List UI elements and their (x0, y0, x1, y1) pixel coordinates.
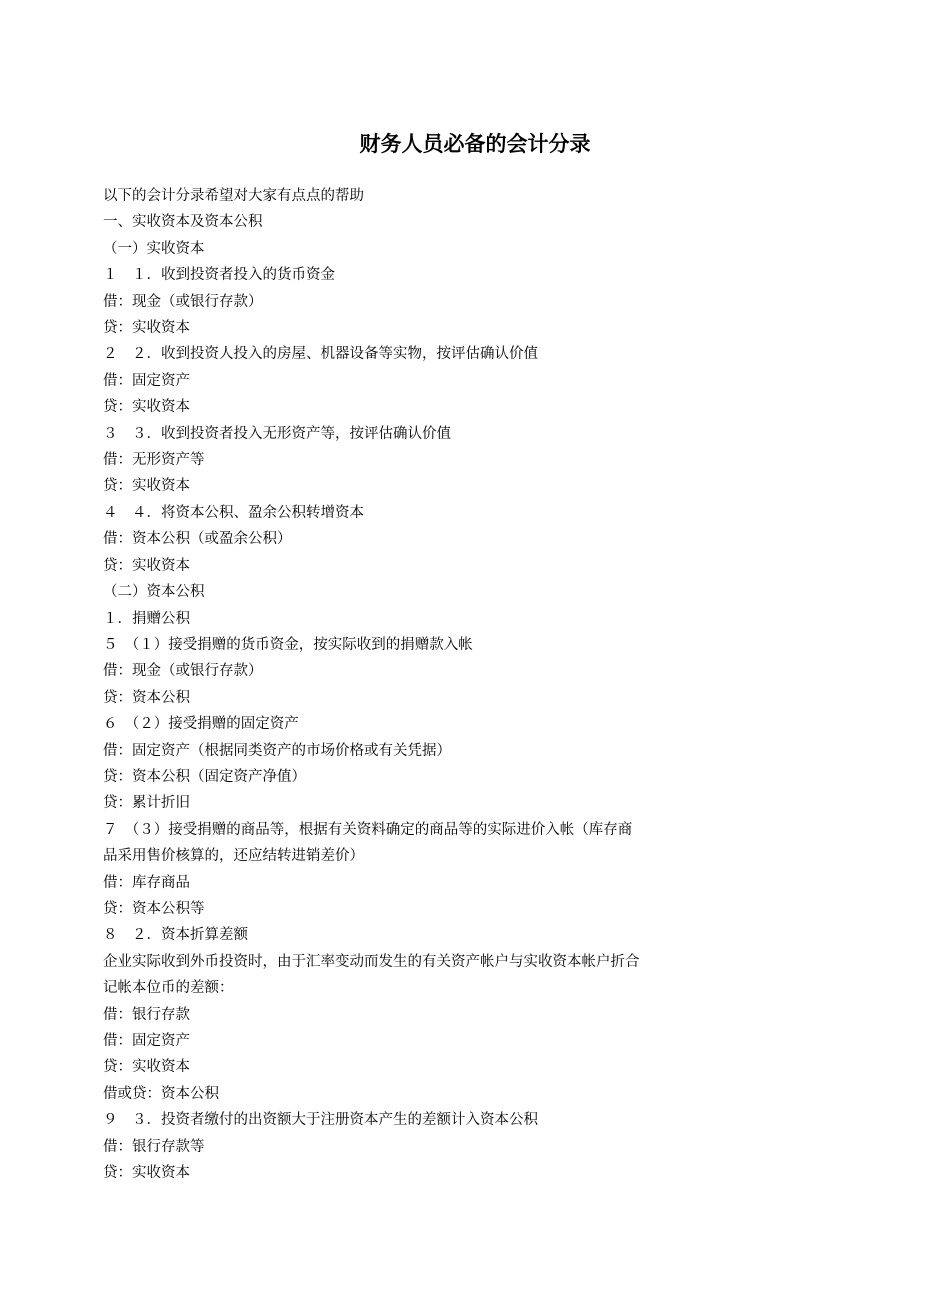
text-line: 品采用售价核算的，还应结转进销差价） (103, 848, 364, 865)
text-line: １ １．收到投资者投入的货币资金 (103, 267, 335, 284)
text-line: 借：现金（或银行存款） (103, 293, 263, 310)
text-line: 贷：实收资本 (103, 478, 190, 495)
text-line: 借：银行存款 (103, 1006, 190, 1023)
text-line: 借：资本公积（或盈余公积） (103, 531, 292, 548)
text-line: 借：固定资产（根据同类资产的市场价格或有关凭据） (103, 742, 451, 759)
text-line: ３ ３．收到投资者投入无形资产等，按评估确认价值 (103, 425, 451, 442)
text-line: ４ ４．将资本公积、盈余公积转增资本 (103, 504, 364, 521)
text-line: 记帐本位币的差额： (103, 980, 234, 997)
document-title: 财务人员必备的会计分录 (359, 131, 591, 156)
text-line: 贷：资本公积（固定资产净值） (103, 768, 306, 785)
text-line: １．捐赠公积 (103, 610, 190, 627)
text-line: ９ ３．投资者缴付的出资额大于注册资本产生的差额计入资本公积 (103, 1112, 538, 1129)
text-line: 贷：实收资本 (103, 1165, 190, 1182)
text-line: ６ （２）接受捐赠的固定资产 (103, 716, 299, 733)
text-line: ８ ２．资本折算差额 (103, 927, 248, 944)
text-line: 借：库存商品 (103, 874, 190, 891)
text-line: ７ （３）接受捐赠的商品等，根据有关资料确定的商品等的实际进价入帐（库存商 (103, 821, 633, 838)
text-line: 借：银行存款等 (103, 1138, 205, 1155)
text-line: ２ ２．收到投资人投入的房屋、机器设备等实物，按评估确认价值 (103, 346, 538, 363)
text-line: 贷：资本公积等 (103, 900, 205, 917)
text-line: 借：现金（或银行存款） (103, 663, 263, 680)
text-line: 借或贷：资本公积 (103, 1085, 219, 1102)
text-line: （二）资本公积 (103, 584, 205, 601)
text-line: 借：固定资产 (103, 1033, 190, 1049)
text-line: 一、实收资本及资本公积 (103, 214, 263, 231)
text-line: ５ （１）接受捐赠的货币资金，按实际收到的捐赠款入帐 (103, 636, 473, 653)
text-line: 贷：实收资本 (103, 399, 190, 416)
text-line: 贷：实收资本 (103, 320, 190, 337)
text-line: 贷：实收资本 (103, 1059, 190, 1076)
text-line: 贷：实收资本 (103, 557, 190, 574)
text-line: 贷：资本公积 (103, 689, 190, 706)
text-line: 以下的会计分录希望对大家有点点的帮助 (103, 188, 364, 204)
document-body (103, 183, 703, 1186)
text-line: 贷：累计折旧 (103, 795, 190, 812)
text-line: （一）实收资本 (103, 240, 205, 257)
text-line: 企业实际收到外币投资时，由于汇率变动而发生的有关资产帐户与实收资本帐户折合 (103, 953, 640, 970)
text-line: 借：无形资产等 (103, 452, 205, 469)
text-line: 借：固定资产 (103, 372, 190, 389)
